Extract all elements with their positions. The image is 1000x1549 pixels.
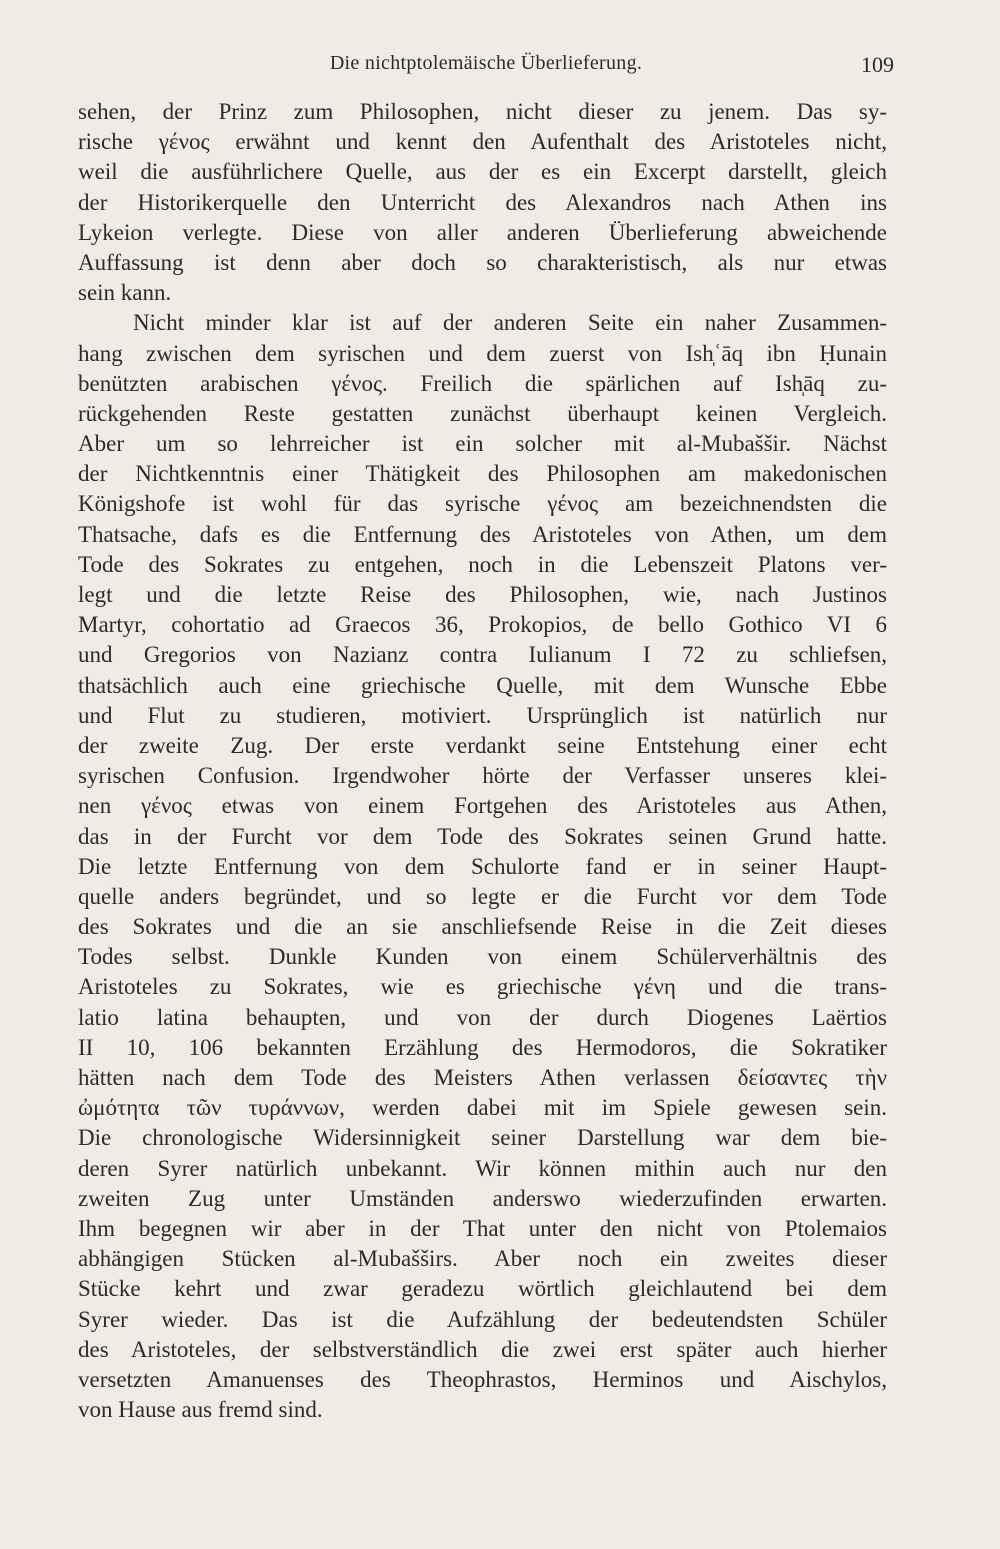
text-line: Martyr, cohortatio ad Graecos 36, Prokopios, de bello Gothico VI 6 [78, 612, 887, 638]
text-line: abhängigen Stücken al-Mubašširs. Aber noch ein zweites dieser [78, 1246, 887, 1272]
text-line: Aber um so lehrreicher ist ein solcher mit al-Mubaššir. Nächst [78, 431, 887, 457]
text-line: sein kann. [78, 280, 172, 306]
text-line: Tode des Sokrates zu entgehen, noch in die Lebenszeit Platons ver- [78, 551, 887, 577]
text-line: des Sokrates und die an sie anschliefsende Reise in die Zeit dieses [78, 914, 887, 940]
text-line: ὠμότητα τῶν τυράννων, werden dabei mit im Spiele gewesen sein. [78, 1095, 887, 1121]
text-line: Syrer wieder. Das ist die Aufzählung der bedeutendsten Schüler [78, 1306, 887, 1332]
text-line: Ihm begegnen wir aber in der That unter den nicht von Ptolemaios [78, 1215, 887, 1241]
text-line: rückgehenden Reste gestatten zunächst überhaupt keinen Vergleich. [78, 400, 887, 426]
running-title: Die nichtptolemäische Überlieferung. [329, 52, 643, 74]
text-line: nen γένος etwas von einem Fortgehen des Aristoteles aus Athen, [78, 793, 887, 819]
paragraph [78, 97, 887, 308]
text-line: latio latina behaupten, und von der durch Diogenes Laërtios [78, 1004, 887, 1030]
text-line: Lykeion verlegte. Diese von aller anderen Überlieferung abweichende [78, 219, 887, 245]
text-line: quelle anders begründet, und so legte er die Furcht vor dem Tode [78, 883, 887, 909]
text-line: weil die ausführlichere Quelle, aus der es ein Excerpt darstellt, gleich [78, 159, 887, 185]
paragraph [78, 308, 887, 1425]
text-line: der Historikerquelle den Unterricht des Alexandros nach Athen ins [78, 189, 887, 215]
text-line: der Nichtkenntnis einer Thätigkeit des Philosophen am makedonischen [78, 461, 887, 487]
text-line: hang zwischen dem syrischen und dem zuerst von Ish̩ʿāq ibn Ḥunain [78, 340, 887, 366]
text-line: legt und die letzte Reise des Philosophen, wie, nach Justinos [78, 582, 887, 607]
text-line: II 10, 106 bekannten Erzählung des Hermodoros, die Sokratiker [78, 1034, 887, 1060]
text-line: und Gregorios von Nazianz contra Iulianum I 72 zu schliefsen, [78, 642, 887, 668]
text-line: versetzten Amanuenses des Theophrastos, Herminos und Aischylos, [78, 1366, 887, 1392]
text-line: hätten nach dem Tode des Meisters Athen verlassen δείσαντες τὴν [78, 1065, 887, 1090]
text-line: Auffassung ist denn aber doch so charakteristisch, als nur etwas [78, 249, 887, 275]
text-line: das in der Furcht vor dem Tode des Sokrates seinen Grund hatte. [78, 823, 887, 849]
page-number: 109 [861, 52, 894, 77]
text-line: der zweite Zug. Der erste verdankt seine Entstehung einer echt [78, 732, 887, 758]
text-line: thatsächlich auch eine griechische Quelle, mit dem Wunsche Ebbe [78, 672, 887, 698]
text-line: Nicht minder klar ist auf der anderen Seite ein naher Zusammen- [133, 310, 887, 336]
text-line: Die chronologische Widersinnigkeit seiner Darstellung war dem bie- [78, 1125, 887, 1151]
running-header [78, 52, 894, 86]
text-line: syrischen Confusion. Irgendwoher hörte der Verfasser unseres klei- [78, 763, 887, 789]
body-text [78, 97, 887, 1425]
text-line: Die letzte Entfernung von dem Schulorte fand er in seiner Haupt- [78, 853, 887, 879]
text-line: von Hause aus fremd sind. [78, 1397, 323, 1423]
text-line: Aristoteles zu Sokrates, wie es griechische γένη und die trans- [78, 974, 887, 1000]
text-line: deren Syrer natürlich unbekannt. Wir können mithin auch nur den [78, 1155, 887, 1181]
text-line: Königshofe ist wohl für das syrische γένος am bezeichnendsten die [78, 491, 887, 517]
text-line: rische γένος erwähnt und kennt den Aufenthalt des Aristoteles nicht, [78, 129, 887, 155]
text-line: sehen, der Prinz zum Philosophen, nicht dieser zu jenem. Das sy- [78, 99, 887, 124]
text-line: Thatsache, dafs es die Entfernung des Aristoteles von Athen, um dem [78, 521, 887, 547]
text-line: und Flut zu studieren, motiviert. Ursprünglich ist natürlich nur [78, 702, 887, 728]
text-line: benützten arabischen γένος. Freilich die spärlichen auf Ish̩āq zu- [78, 370, 887, 396]
text-line: Todes selbst. Dunkle Kunden von einem Schülerverhältnis des [78, 944, 887, 970]
text-line: Stücke kehrt und zwar geradezu wörtlich gleichlautend bei dem [78, 1276, 887, 1302]
text-line: des Aristoteles, der selbstverständlich die zwei erst später auch hierher [78, 1336, 887, 1362]
text-line: zweiten Zug unter Umständen anderswo wiederzufinden erwarten. [78, 1185, 887, 1211]
